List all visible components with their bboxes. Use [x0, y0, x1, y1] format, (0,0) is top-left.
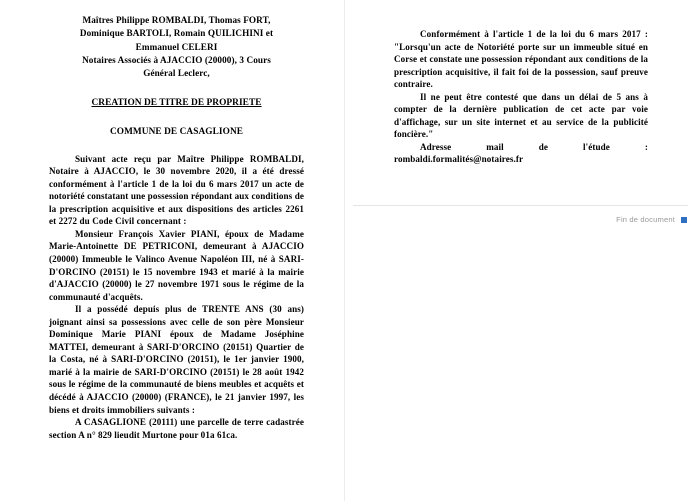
paragraph-parcel-description: A CASAGLIONE (20111) une parcelle de terre cadastrée section A n° 829 lieudit Murtone pour 01a 61ca. — [49, 417, 304, 440]
notary-header-line-2: Dominique BARTOLI, Romain QUILICHINI et — [79, 28, 274, 39]
end-of-document-square-icon — [681, 217, 687, 223]
notary-header — [49, 14, 304, 80]
page-1-content — [49, 14, 304, 441]
paragraph-contest-period: Il ne peut être contesté que dans un délai de 5 ans à compter de la dernière publication de cet acte par voie d'affichage, sur un site internet et au service de la publicité foncière." — [394, 91, 648, 140]
notary-header-line-1: Maîtres Philippe ROMBALDI, Thomas FORT, — [82, 15, 271, 25]
paragraph-possession-duration: Il a possédé depuis plus de TRENTE ANS (30 ans) joignant ainsi sa possessions avec celle de son père Monsieur Dominique Marie PIANI époux de Madame Joséphine MATTEI, demeurant à SARI-D'ORCINO (20151) Quartier de la Costa, né à SARI-D'ORCINO (20151), le 1er janvier 1900, marié à la mairie de SARI-D'ORCINO (20151) le 28 août 1942 sous le régime de la communauté de biens meubles et acquêts et décédé à AJACCIO (20000) (FRANCE), le 21 janvier 1997, les biens et droits immobiliers suivants : — [49, 304, 304, 415]
document-title: CREATION DE TITRE DE PROPRIETE — [91, 98, 262, 109]
notary-header-line-5: Général Leclerc, — [143, 68, 210, 79]
notary-header-line-3: Emmanuel CELERI — [135, 41, 218, 52]
page-2-content — [394, 28, 648, 166]
end-of-document-label: Fin de document — [616, 215, 675, 224]
end-of-document-indicator — [616, 215, 687, 224]
notary-header-line-4: Notaires Associés à AJACCIO (20000), 3 Cours — [82, 54, 271, 65]
paragraph-possessor-identity: Monsieur François Xavier PIANI, époux de Madame Marie-Antoinette DE PETRICONI, demeurant à AJACCIO (20000) Immeuble le Valinco Avenue Napoléon III, né à SARI-D'ORCINO (20151) le 15 novembre 1943 et marié à la mairie d'AJACCIO (20000) le 27 novembre 1971 sous le régime de la communauté d'acquêts. — [49, 228, 304, 302]
end-of-document-divider — [353, 205, 688, 206]
paragraph-law-citation: Conformément à l'article 1 de la loi du 6 mars 2017 : "Lorsqu'un acte de Notoriété porte sur un immeuble situé en Corse et constate une possession répondant aux conditions de la prescription acquisitive, il fait foi de la possession, sauf preuve contraire. — [394, 29, 648, 90]
paragraph-deed-reception: Suivant acte reçu par Maître Philippe ROMBALDI, Notaire à AJACCIO, le 30 novembre 2020, il a été dressé conformément à l'article 1 de la loi du 6 mars 2017 un acte de notoriété constatant une possession répondant aux conditions de la prescription acquisitive et aux dispositions des articles 2261 et 2272 du Code Civil concernant : — [49, 153, 304, 227]
document-subtitle: COMMUNE DE CASAGLIONE — [109, 127, 244, 138]
paragraph-contact-email: Adresse mail de l'étude : rombaldi.formalités@notaires.fr — [394, 141, 648, 165]
document-page-2 — [344, 0, 688, 501]
